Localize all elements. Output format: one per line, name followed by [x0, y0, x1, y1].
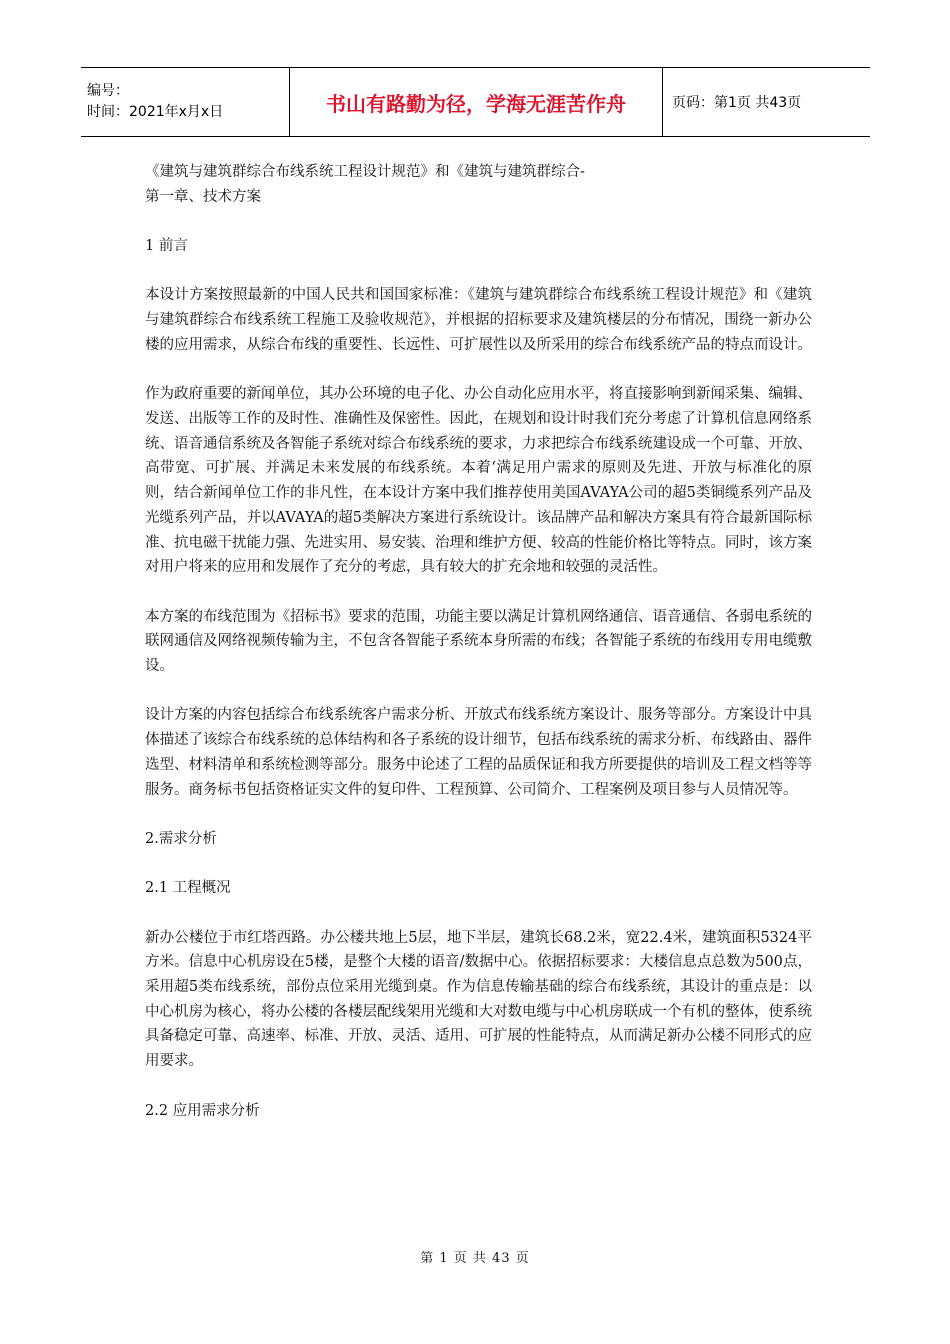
paragraph-overview: 新办公楼位于市红塔西路。办公楼共地上5层，地下半层，建筑长68.2米，宽22.4米，建筑面积5324平方米。信息中心机房设在5楼，是整个大楼的语音/数据中心。依据招标要求：大楼信息点总数为500点，采用超5类布线系统，部份点位采用光缆到桌。作为信息传输基础的综合布线系统，其设计的重点是：以中心机房为核心，将办公楼的各楼层配线架用光缆和大对数电缆与中心机房联成一个有机的整体，使系统具备稳定可靠、高速率、标准、开放、灵活、适用、可扩展的性能特点，从而满足新办公楼不同形式的应用要求。 [145, 929, 812, 1070]
section-heading-overview: 2.1 工程概况 [145, 880, 231, 897]
document-body [145, 160, 812, 1123]
page-footer: 第 1 页 共 43 页 [420, 1251, 530, 1266]
paragraph-1: 本设计方案按照最新的中国人民共和国国家标准：《建筑与建筑群综合布线系统工程设计规范》和《建筑与建筑群综合布线系统工程施工及验收规范》，并根据的招标要求及建筑楼层的分布情况，围绕一新办公楼的应用需求，从综合布线的重要性、长远性、可扩展性以及所采用的综合布线系统产品的特点而设计。 [145, 287, 812, 353]
header-motto: 书山有路勤为径，学海无涯苦作舟 [290, 68, 663, 137]
section-heading-app-requirements: 2.2 应用需求分析 [145, 1102, 260, 1119]
document-header [81, 67, 870, 137]
section-heading-requirements: 2.需求分析 [145, 830, 217, 847]
intro-line-1: 《建筑与建筑群综合布线系统工程设计规范》和《建筑与建筑群综合- [145, 164, 585, 180]
header-meta [81, 68, 290, 137]
paragraph-3: 本方案的布线范围为《招标书》要求的范围，功能主要以满足计算机网络通信、语音通信、各弱电系统的联网通信及网络视频传输为主，不包含各智能子系统本身所需的布线；各智能子系统的布线用专用电缆敷设。 [145, 608, 812, 674]
header-page-label: 页码：第1页 共43页 [672, 95, 802, 111]
section-heading-preface: 1 前言 [145, 238, 188, 255]
chapter-title: 第一章、技术方案 [145, 188, 261, 205]
header-number-label: 编号： [87, 83, 129, 99]
header-time-label: 时间：2021年x月x日 [87, 104, 224, 120]
paragraph-4: 设计方案的内容包括综合布线系统客户需求分析、开放式布线系统方案设计、服务等部分。方案设计中具体描述了该综合布线系统的总体结构和各子系统的设计细节，包括布线系统的需求分析、布线路由、器件选型、材料清单和系统检测等部分。服务中论述了工程的品质保证和我方所要提供的培训及工程文档等等服务。商务标书包括资格证实文件的复印件、工程预算、公司简介、工程案例及项目参与人员情况等。 [145, 707, 812, 798]
paragraph-2: 作为政府重要的新闻单位，其办公环境的电子化、办公自动化应用水平，将直接影响到新闻采集、编辑、发送、出版等工作的及时性、准确性及保密性。因此，在规划和设计时我们充分考虑了计算机信息网络系统、语音通信系统及各智能子系统对综合布线系统的要求，力求把综合布线系统建设成一个可靠、开放、高带宽、可扩展、并满足未来发展的布线系统。本着‘满足用户需求的原则及先进、开放与标准化的原则，结合新闻单位工作的非凡性，在本设计方案中我们推荐使用美国AVAYA公司的超5类铜缆系列产品及光缆系列产品，并以AVAYA的超5类解决方案进行系统设计。该品牌产品和解决方案具有符合最新国际标准、抗电磁干扰能力强、先进实用、易安装、治理和维护方便、较高的性能价格比等特点。同时，该方案对用户将来的应用和发展作了充分的考虑，具有较大的扩充余地和较强的灵活性。 [145, 386, 812, 576]
